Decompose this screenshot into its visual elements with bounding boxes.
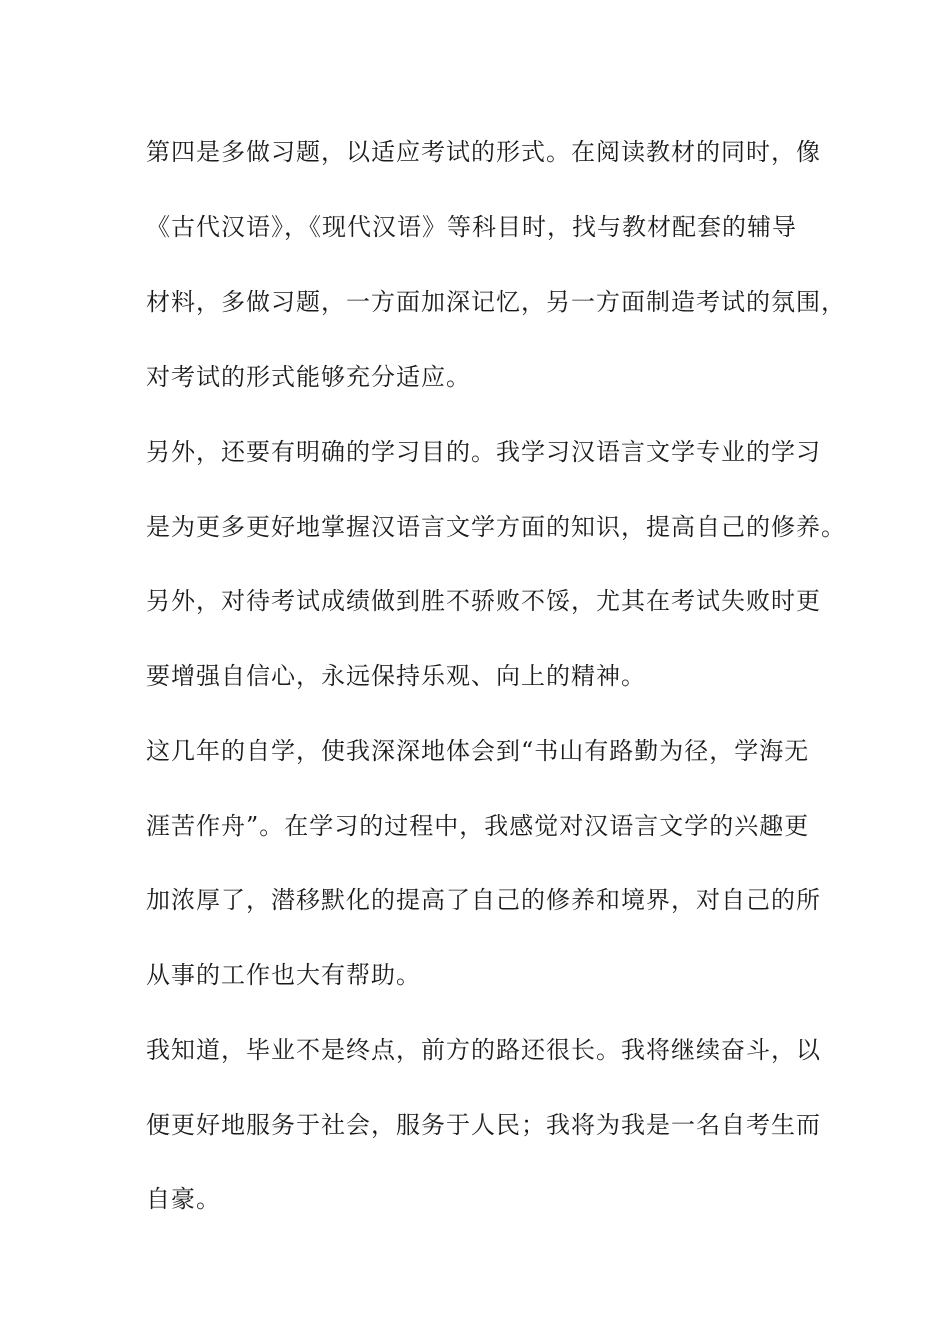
text-line: 自豪。 bbox=[146, 1185, 221, 1213]
text-line: 我知道，毕业不是终点，前方的路还很长。我将继续奋斗，以 bbox=[146, 1036, 821, 1064]
text-line: 《古代汉语》，《现代汉语》等科目时，找与教材配套的辅导 bbox=[146, 213, 797, 241]
text-line: 要增强自信心，永远保持乐观、向上的精神。 bbox=[146, 662, 646, 690]
text-line: 另外，还要有明确的学习目的。我学习汉语言文学专业的学习 bbox=[146, 438, 821, 466]
text-line: 对考试的形式能够充分适应。 bbox=[146, 363, 471, 391]
text-line: 是为更多更好地掌握汉语言文学方面的知识，提高自己的修养。 bbox=[146, 513, 846, 541]
text-line: 便更好地服务于社会，服务于人民；我将为我是一名自考生而 bbox=[146, 1111, 821, 1139]
text-line: 第四是多做习题，以适应考试的形式。在阅读教材的同时，像 bbox=[146, 138, 821, 166]
text-line: 这几年的自学，使我深深地体会到“书山有路勤为径，学海无 bbox=[146, 737, 810, 765]
text-line: 从事的工作也大有帮助。 bbox=[146, 961, 421, 989]
text-line: 加浓厚了，潜移默化的提高了自己的修养和境界，对自己的所 bbox=[146, 886, 821, 914]
text-line: 涯苦作舟”。在学习的过程中，我感觉对汉语言文学的兴趣更 bbox=[146, 812, 810, 840]
text-line: 材料，多做习题，一方面加深记忆，另一方面制造考试的氛围， bbox=[146, 288, 846, 316]
text-line: 另外，对待考试成绩做到胜不骄败不馁，尤其在考试失败时更 bbox=[146, 587, 821, 615]
